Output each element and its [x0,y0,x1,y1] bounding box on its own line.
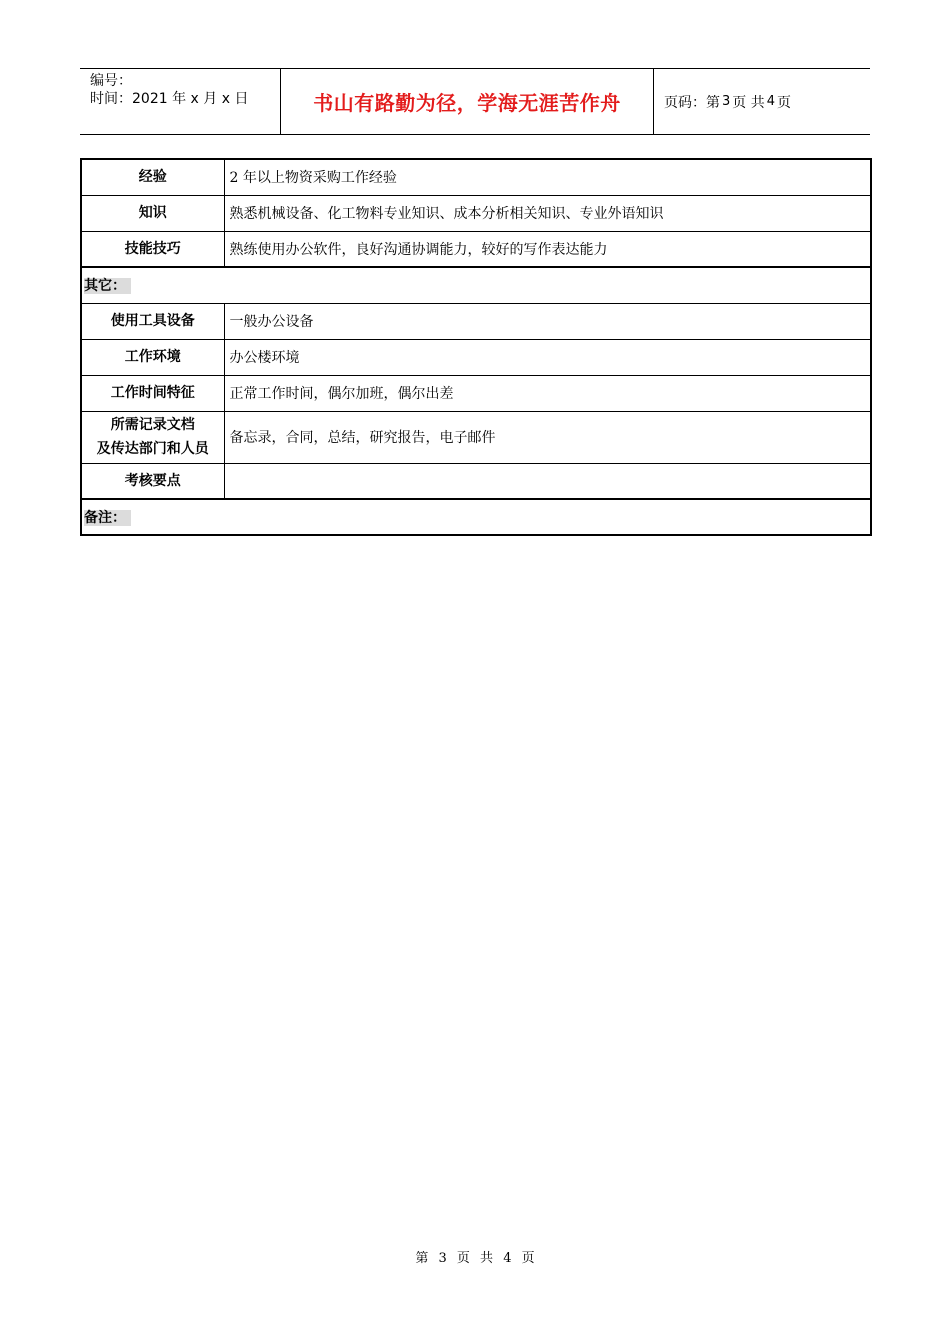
table-row [81,375,871,411]
section-other-label: 其它： [84,278,131,294]
row-label-documents-line1: 所需记录文档 [110,417,195,433]
page-mid: 页 共 [732,94,765,111]
row-value-knowledge: 熟悉机械设备、化工物料专业知识、成本分析相关知识、专业外语知识 [224,195,871,231]
page-header [80,68,870,135]
row-label-documents [81,411,224,463]
section-row-other [81,267,871,303]
section-remarks [81,499,871,535]
header-meta [80,69,281,134]
row-label-knowledge: 知识 [81,195,224,231]
row-value-experience: 2 年以上物资采购工作经验 [224,159,871,195]
table-row [81,159,871,195]
page-label: 页码：第 [664,94,720,111]
table-row [81,339,871,375]
row-label-skills: 技能技巧 [81,231,224,267]
table-row [81,303,871,339]
header-motto: 书山有路勤为径，学海无涯苦作舟 [313,91,621,115]
row-value-skills: 熟练使用办公软件，良好沟通协调能力，较好的写作表达能力 [224,231,871,267]
header-motto-cell [281,69,654,134]
row-value-assessment [224,463,871,499]
page-total: 4 [766,94,776,109]
row-value-documents: 备忘录，合同，总结，研究报告，电子邮件 [224,411,871,463]
table-row [81,195,871,231]
row-value-environment: 办公楼环境 [224,339,871,375]
job-description-table [80,158,872,536]
section-remarks-label: 备注： [84,510,131,526]
document-number-label: 编号： [90,73,132,89]
header-page-number [654,69,870,134]
row-label-environment: 工作环境 [81,339,224,375]
page-footer: 第 3 页 共 4 页 [415,1251,535,1266]
document-time-label: 时间：2021 年 x 月 x 日 [90,91,249,107]
table-row [81,463,871,499]
section-other [81,267,871,303]
row-value-tools: 一般办公设备 [224,303,871,339]
row-label-work-time: 工作时间特征 [81,375,224,411]
table-row [81,411,871,463]
section-row-remarks [81,499,871,535]
row-label-documents-line2: 及传达部门和人员 [96,441,209,457]
page-end: 页 [777,94,792,111]
row-label-experience: 经验 [81,159,224,195]
row-value-work-time: 正常工作时间，偶尔加班，偶尔出差 [224,375,871,411]
table-row [81,231,871,267]
row-label-tools: 使用工具设备 [81,303,224,339]
row-label-assessment: 考核要点 [81,463,224,499]
page-current: 3 [722,94,731,109]
